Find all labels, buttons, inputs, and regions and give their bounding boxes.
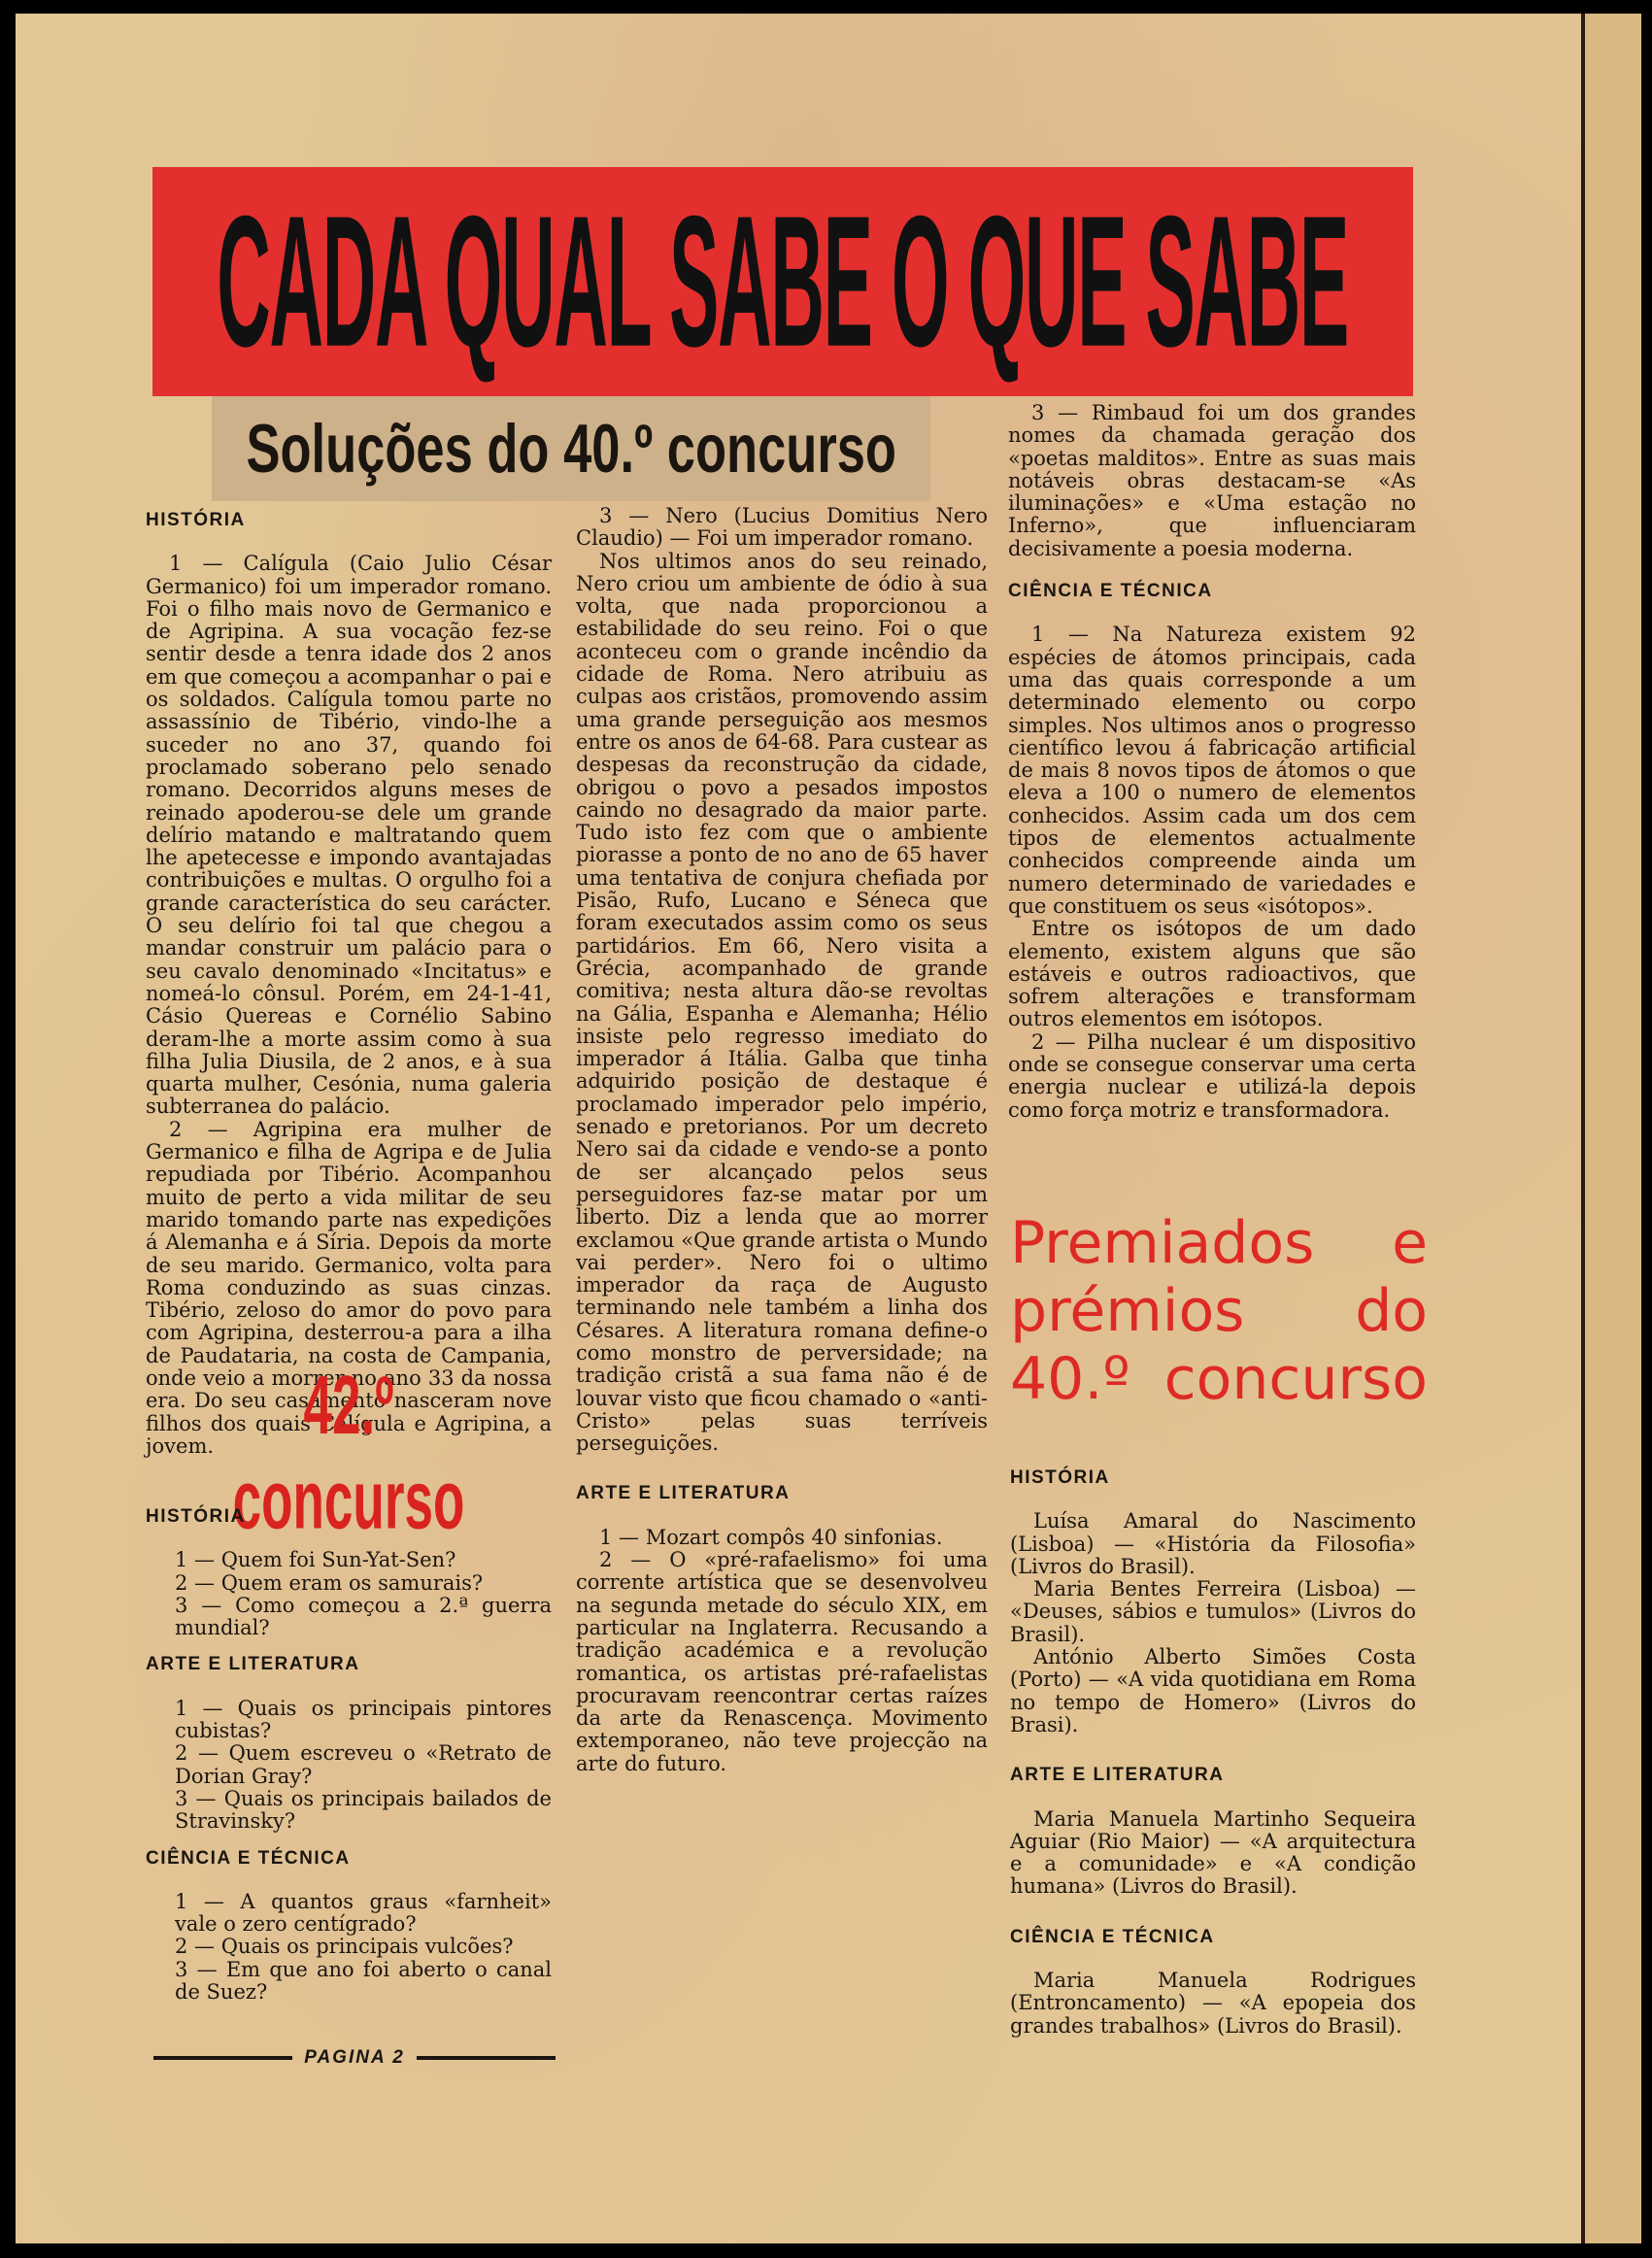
- solutions-title-box: [212, 396, 930, 501]
- page-footer: [153, 2047, 556, 2069]
- section-header-arte: ARTE E LITERATURA: [146, 1654, 360, 1675]
- winner-entry: Maria Manuela Martinho Sequeira Aguiar (Rio Maior) — «A arquitectura e a comunidade» e «A condição humana» (Livros do Brasil).: [1010, 1806, 1416, 1899]
- winners-list: [1010, 1466, 1416, 2038]
- column-2: [576, 505, 988, 1775]
- winners-title: Premiados e prémios do 40.º concurso: [1010, 1209, 1428, 1413]
- question: 2 — Quais os principais vulcões?: [175, 1935, 514, 1959]
- paragraph: 3 — Nero (Lucius Domitius Nero Claudio) — Foi um imperador romano.: [576, 504, 988, 551]
- section-header-ciencia: CIÊNCIA E TÉCNICA: [1008, 581, 1213, 602]
- paragraph: 1 — Calígula (Caio Julio César Germanico) foi um imperador romano. Foi o filho mais novo de Germanico e de Agripina. A sua vocação fez-se sentir desde a tenra idade dos 2 anos em que começou a acompanhar o pai e os soldados. Calígula tomou parte no assassínio de Tibério, vindo-lhe a suceder no ano 37, quando foi proclamado soberano pelo senado romano. Decorridos alguns meses de reinado apoderou-se dele um grande delírio matando e maltratando quem lhe apetecesse e impondo avantajadas contribuições e multas. O orgulho foi a grande característica do seu carácter. O seu delírio foi tal que chegou a mandar construir um palácio para o seu cavalo denominado «Incitatus» e nomeá-lo cônsul. Porém, em 24-1-41, Cásio Quereas e Cornélio Sabino deram-lhe a morte assim como à sua filha Julia Diusila, de 2 anos, e à sua quarta mulher, Cesónia, numa galeria subterranea do palácio.: [146, 552, 552, 1119]
- solutions-title: Soluções do 40.º concurso: [246, 410, 896, 488]
- paragraph: 1 — Na Natureza existem 92 espécies de átomos principais, cada uma das quais corresponde a um determinado elemento ou corpo simples. Nos ultimos anos o progresso científico levou á fabricação artificial de mais 8 novos tipos de átomos o que eleva a 100 o numero de elementos conhecidos. Assim cada um dos cem tipos de elementos actualmente conhecidos compreende ainda um numero determinado de variedades e que constituem os seus «isótopos».: [1008, 623, 1416, 918]
- paragraph: 2 — O «pré-rafaelismo» foi uma corrente artística que se desenvolveu na segunda metade do século XIX, em particular na Inglaterra. Recusando a tradição académica e a revolução romantica, os artistas pré-rafaelistas procuravam reencontrar certas raízes da arte da Renascença. Movimento extemporaneo, não teve projecção na arte do futuro.: [576, 1548, 988, 1775]
- section-header-historia: HISTÓRIA: [146, 1506, 246, 1527]
- question: 2 — Quem eram os samurais?: [175, 1570, 484, 1595]
- paragraph: 3 — Rimbaud foi um dos grandes nomes da chamada geração dos «poetas malditos». Entre as suas mais notáveis obras destacam-se «As iluminações» e «Uma estação no Inferno», que influenciaram decisivamente a poesia moderna.: [1008, 401, 1416, 560]
- contest-42-title: 42.º concurso: [232, 1359, 465, 1547]
- section-header-ciencia: CIÊNCIA E TÉCNICA: [146, 1847, 351, 1869]
- winner-entry: Luísa Amaral do Nascimento (Lisboa) — «História da Filosofia» (Livros do Brasil).: [1010, 1509, 1416, 1578]
- winner-entry: Maria Bentes Ferreira (Lisboa) — «Deuses, sábios e tumulos» (Livros do Brasil).: [1010, 1577, 1416, 1646]
- headline-banner: [152, 167, 1413, 396]
- footer-rule-left: [153, 2056, 292, 2060]
- winner-entry: Maria Manuela Rodrigues (Entroncamento) — «A epopeia dos grandes trabalhos» (Livros do Brasil).: [1010, 1969, 1416, 2038]
- footer-rule-right: [417, 2056, 556, 2060]
- page-number: PAGINA 2: [304, 2047, 405, 2068]
- paragraph: 2 — Pilha nuclear é um dispositivo onde se consegue conservar uma certa energia nuclear e utilizá-la depois como força motriz e transformadora.: [1008, 1029, 1416, 1122]
- paragraph: 2 — Agripina era mulher de Germanico e filha de Agripa e de Julia repudiada por Tibério. Acompanhou muito de perto a vida militar de seu marido tomando parte nas expedições á Alemanha e á Síria. Depois da morte de seu marido. Germanico, volta para Roma conduzindo as suas cinzas. Tibério, zeloso do amor do povo para com Agripina, desterrou-a para a ilha de Paudataria, na costa de Campania, onde veio a morrer no ano 33 da nossa era. Do seu casamento nasceram nove filhos dos quais Calígula e Agripina, a jovem.: [146, 1117, 552, 1458]
- section-header-historia: HISTÓRIA: [146, 510, 246, 530]
- paragraph: 1 — Mozart compôs 40 sinfonias.: [599, 1525, 943, 1549]
- section-header-arte: ARTE E LITERATURA: [1010, 1765, 1225, 1786]
- question: 1 — Quais os principais pintores cubistas?: [175, 1696, 552, 1743]
- section-header-arte: ARTE E LITERATURA: [576, 1483, 791, 1504]
- column-3: [1008, 402, 1416, 1122]
- section-header-historia: HISTÓRIA: [1010, 1467, 1110, 1488]
- question: 1 — A quantos graus «farnheit» vale o zero centígrado?: [175, 1889, 552, 1937]
- question: 3 — Em que ano foi aberto o canal de Suez?: [175, 1957, 552, 2005]
- paragraph: Nos ultimos anos do seu reinado, Nero criou um ambiente de ódio à sua volta, que nada proporcionou a estabilidade do seu reino. Foi o que aconteceu com o grande incêndio da cidade de Roma. Nero atribuiu as culpas aos cristãos, promovendo assim uma grande perseguição aos mesmos entre os anos de 64-68. Para custear as despesas da reconstrução da cidade, obrigou o povo a pesados impostos caindo no desagrado da maior parte. Tudo isto fez com que o ambiente piorasse a ponto de no ano de 65 haver uma tentativa de conjura chefiada por Pisão, Rufo, Lucano e Séneca que foram executados assim como os seus partidários. Em 66, Nero visita a Grécia, acompanhado de grande comitiva; nesta altura dão-se revoltas na Gália, Espanha e Alemanha; Hélio insiste pelo regresso imediato do imperador á Itália. Galba que tinha adquirido posição de destaque é proclamado imperador pelo império, senado e pretorianos. Por um decreto Nero sai da cidade e vendo-se a ponto de ser alcançado pelos seus perseguidores faz-se matar por um liberto. Diz a lenda que ao morrer exclamou «Que grande artista o Mundo vai perder». Nero foi o ultimo imperador da raça de Augusto terminando nele também a linha dos Césares. A literatura romana define-o como monstro de perversidade; na tradição cristã a sua fama não é de louvar visto que ficou chamado o «anti-Cristo» pelas suas terríveis perseguições.: [576, 549, 988, 1456]
- section-header-ciencia: CIÊNCIA E TÉCNICA: [1010, 1926, 1215, 1947]
- question: 3 — Como começou a 2.ª guerra mundial?: [175, 1593, 552, 1640]
- question: 3 — Quais os principais bailados de Stravinsky?: [175, 1786, 552, 1834]
- headline-title: CADA QUAL SABE O QUE SABE: [217, 177, 1349, 387]
- paragraph: Entre os isótopos de um dado elemento, existem alguns que são estáveis e outros radioactivos, que sofrem alterações e transformam outros elementos em isótopos.: [1008, 917, 1416, 1031]
- contest-42-questions: [146, 1505, 552, 2004]
- question: 2 — Quem escreveu o «Retrato de Dorian Gray?: [175, 1741, 552, 1788]
- next-page-edge: [1581, 14, 1641, 2243]
- question: 1 — Quem foi Sun-Yat-Sen?: [175, 1548, 456, 1572]
- winner-entry: António Alberto Simões Costa (Porto) — «A vida quotidiana em Roma no tempo de Homero» (Livros do Brasi).: [1010, 1645, 1416, 1736]
